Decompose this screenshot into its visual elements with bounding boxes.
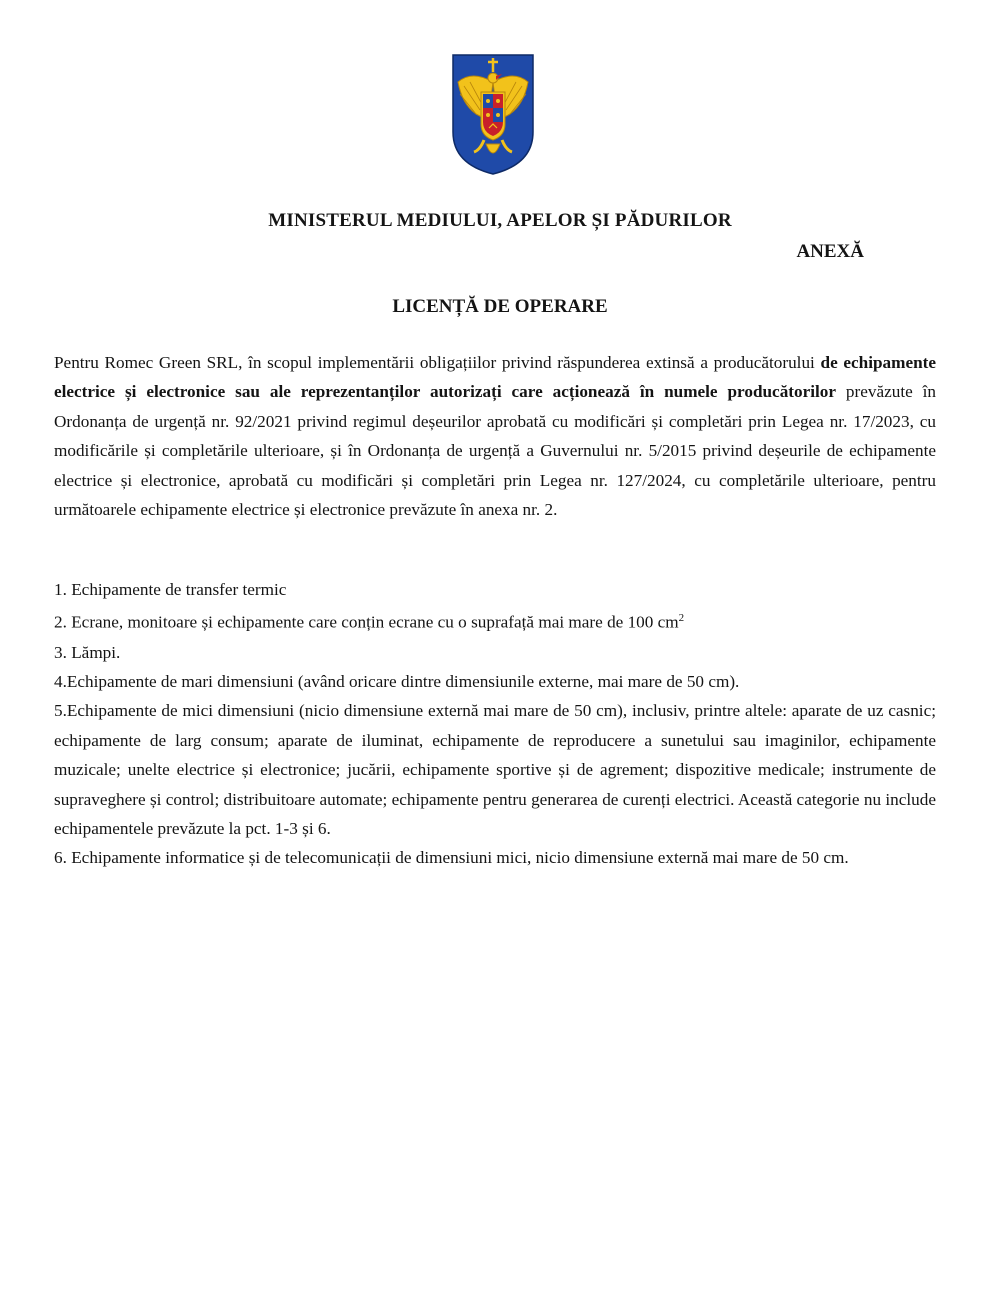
list-item: 6. Echipamente informatice și de telecomunicații de dimensiuni mici, nicio dimensiune externă mai mare de 50 cm.: [54, 848, 849, 868]
annex-label: ANEXĂ: [796, 241, 864, 262]
intro-paragraph: [54, 348, 936, 524]
list-item: 5.Echipamente de mici dimensiuni (nicio dimensiune externă mai mare de 50 cm), inclusiv, printre altele: aparate de uz casnic; echipamente de larg consum; aparate de iluminat, echipamente de reproducere a sunetului sau imaginilor, echipamente muzicale; unelte electrice și electronice; jucării, echipamente sportive și de agrement; dispozitive medicale; instrumente de supraveghere și control; distribuitoare automate; echipamente pentru generarea de curenți electrici. Această categorie nu include echipamentele prevăzute la pct. 1-3 și 6.: [54, 701, 936, 838]
list-item-text: 2. Ecrane, monitoare și echipamente care conțin ecrane cu o suprafață mai mare de 100 cm: [54, 613, 679, 633]
equipment-list: [54, 575, 936, 873]
romanian-coat-of-arms-icon: [450, 52, 536, 176]
document-title: LICENȚĂ DE OPERARE: [392, 296, 608, 317]
list-item: [54, 604, 936, 637]
list-item: 4.Echipamente de mari dimensiuni (având oricare dintre dimensiunile externe, mai mare de 50 cm).: [54, 671, 740, 691]
ministry-name: MINISTERUL MEDIULUI, APELOR ȘI PĂDURILOR: [268, 210, 732, 231]
list-item: 3. Lămpi.: [54, 642, 121, 662]
superscript: 2: [678, 612, 685, 625]
intro-text-part1: Pentru Romec Green SRL, în scopul implementării obligațiilor privind răspunderea extinsă a producătorului: [54, 353, 821, 372]
intro-text-part2: prevăzute în Ordonanța de urgență nr. 92/2021 privind regimul deșeurilor aprobată cu modificări și completări prin Legea nr. 17/2023, cu modificările și completările ulterioare, și în Ordonanța de urgență a Guvernului nr. 5/2015 privind deșeurile de echipamente electrice și electronice, aprobată cu modificări și completări prin Legea nr. 127/2024, cu completările ulterioare, pentru următoarele echipamente electrice și electronice prevăzute în anexa nr. 2.: [54, 382, 937, 520]
list-item: 1. Echipamente de transfer termic: [54, 580, 287, 599]
intro-text-bold: de echipamente electrice și electronice sau ale reprezentanților autorizați care acționează în numele producătorilor: [54, 353, 936, 402]
